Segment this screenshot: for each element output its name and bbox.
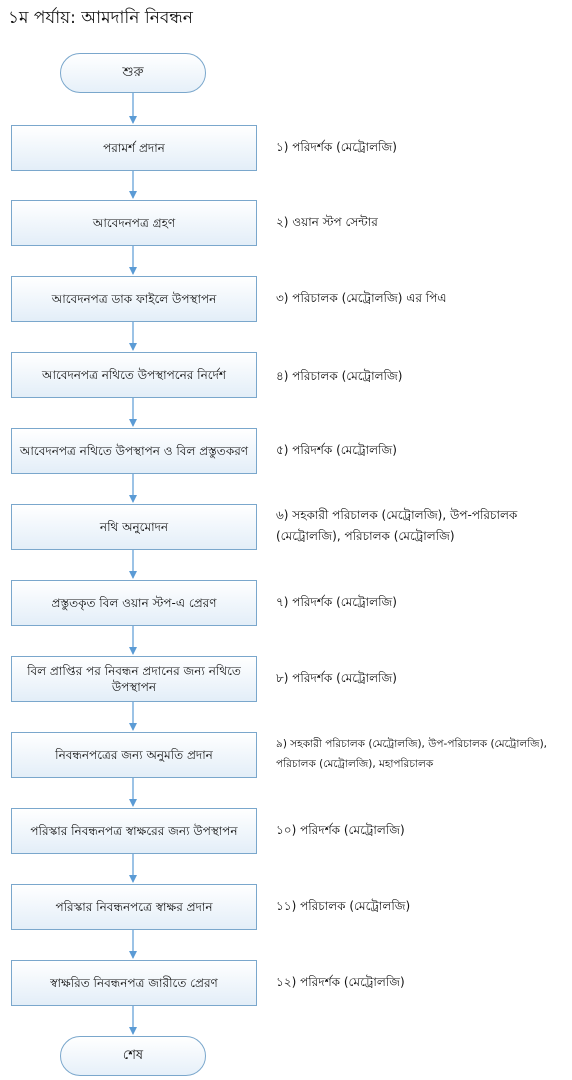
step-1-box: পরামর্শ প্রদান [11, 125, 257, 171]
step-8-responsible: ৮) পরিদর্শক (মেট্রোলজি) [276, 671, 397, 685]
end-terminal: শেষ [60, 1036, 206, 1076]
step-2-box: আবেদনপত্র গ্রহণ [11, 200, 257, 246]
page-title: ১ম পর্যায়: আমদানি নিবন্ধন [8, 8, 193, 28]
step-12-responsible: ১২) পরিদর্শক (মেট্রোলজি) [276, 975, 405, 989]
step-10-box: পরিস্কার নিবন্ধনপত্র স্বাক্ষরের জন্য উপস্থাপন [11, 808, 257, 854]
step-12-box: স্বাক্ষরিত নিবন্ধনপত্র জারীতে প্রেরণ [11, 960, 257, 1006]
step-5-responsible: ৫) পরিদর্শক (মেট্রোলজি) [276, 443, 397, 457]
step-9-box: নিবন্ধনপত্রের জন্য অনুমতি প্রদান [11, 732, 257, 778]
step-3-responsible: ৩) পরিচালক (মেট্রোলজি) এর পিএ [276, 291, 447, 305]
step-6-box: নথি অনুমোদন [11, 504, 257, 550]
step-10-responsible: ১০) পরিদর্শক (মেট্রোলজি) [276, 823, 405, 837]
step-2-responsible: ২) ওয়ান স্টপ সেন্টার [276, 215, 378, 229]
step-1-responsible: ১) পরিদর্শক (মেট্রোলজি) [276, 140, 397, 154]
step-7-box: প্রস্তুতকৃত বিল ওয়ান স্টপ-এ প্রেরণ [11, 580, 257, 626]
step-6-responsible: ৬) সহকারী পরিচালক (মেট্রোলজি), উপ-পরিচালক (মেট্রোলজি), পরিচালক (মেট্রোলজি) [276, 508, 518, 543]
step-11-box: পরিস্কার নিবন্ধনপত্রে স্বাক্ষর প্রদান [11, 884, 257, 930]
step-9-responsible: ৯) সহকারী পরিচালক (মেট্রোলজি), উপ-পরিচালক (মেট্রোলজি), পরিচালক (মেট্রোলজি), মহাপরিচালক [276, 738, 548, 770]
start-terminal: শুরু [60, 53, 206, 93]
step-7-responsible: ৭) পরিদর্শক (মেট্রোলজি) [276, 595, 397, 609]
step-4-responsible: ৪) পরিচালক (মেট্রোলজি) [276, 369, 403, 383]
step-8-box: বিল প্রাপ্তির পর নিবন্ধন প্রদানের জন্য নথিতে উপস্থাপন [11, 656, 257, 702]
step-3-box: আবেদনপত্র ডাক ফাইলে উপস্থাপন [11, 276, 257, 322]
step-4-box: আবেদনপত্র নথিতে উপস্থাপনের নির্দেশ [11, 352, 257, 398]
step-11-responsible: ১১) পরিচালক (মেট্রোলজি) [276, 899, 411, 913]
step-5-box: আবেদনপত্র নথিতে উপস্থাপন ও বিল প্রস্তুতকরণ [11, 428, 257, 474]
